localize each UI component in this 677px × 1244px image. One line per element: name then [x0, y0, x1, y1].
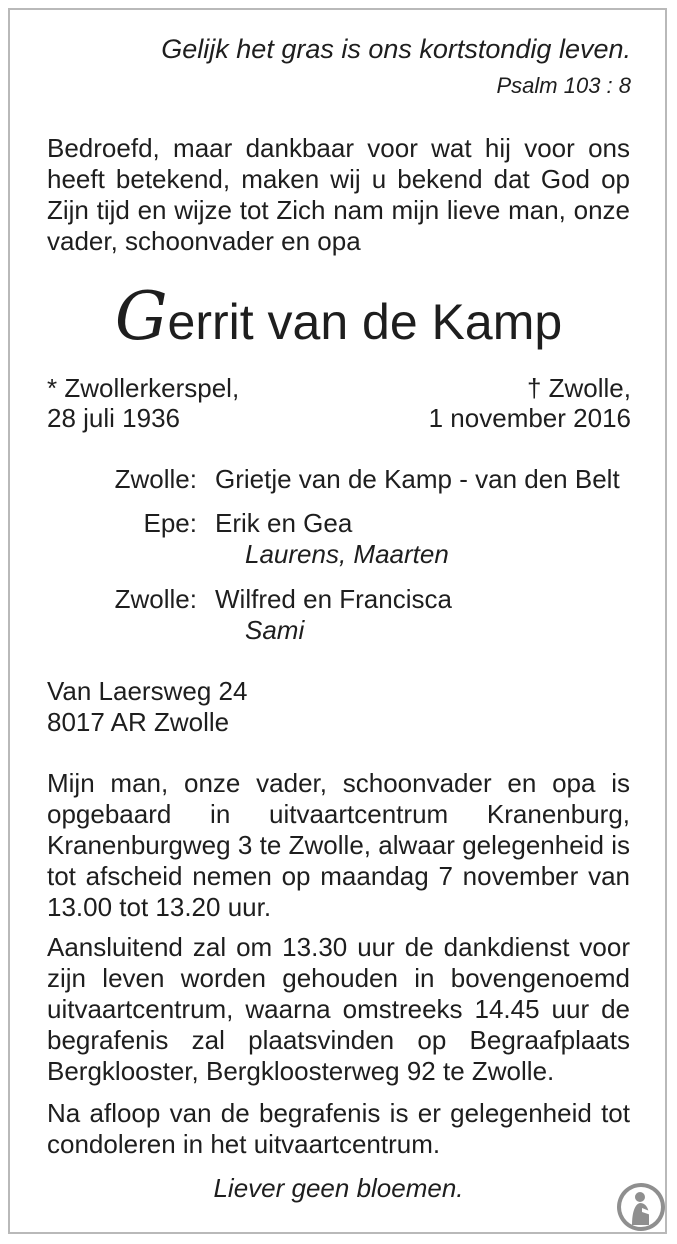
grandchildren-names: Sami — [245, 615, 305, 645]
motto-reference: Psalm 103 : 8 — [496, 73, 631, 98]
family-place: Zwolle: — [114, 584, 197, 614]
address-street: Van Laersweg 24 — [47, 676, 248, 706]
family-names: Wilfred en Francisca — [215, 584, 452, 614]
viewing-paragraph: Mijn man, onze vader, schoonvader en opa is opgebaard in uitvaartcentrum Kranenburg, Kranenburgweg 3 te Zwolle, alwaar gelegenheid is tot afscheid nemen op maandag 7 november van 13.00 tot 13.20 uur. — [47, 768, 630, 922]
intro-text: Bedroefd, maar dankbaar voor wat hij voor ons heeft betekend, maken wij u bekend dat God op Zijn tijd en wijze tot Zich nam mijn lieve man, onze vader, schoonvader en opa — [47, 133, 630, 256]
grandchildren-names: Laurens, Maarten — [245, 539, 449, 569]
death-date: 1 november 2016 — [428, 403, 631, 433]
deceased-name — [0, 278, 677, 355]
birth-date: 28 juli 1936 — [47, 403, 180, 433]
family-names: Erik en Gea — [215, 508, 353, 538]
condolence-paragraph: Na afloop van de begrafenis is er gelegenheid tot condoleren in het uitvaartcentrum. — [47, 1098, 630, 1159]
service-paragraph: Aansluitend zal om 13.30 uur de dankdienst voor zijn leven worden gehouden in bovengenoemd uitvaartcentrum, waarna omstreeks 14.45 uur de begrafenis zal plaatsvinden op Begraafplaats Bergklooster, Bergkloosterweg 92 te Zwolle. — [47, 932, 630, 1086]
family-names: Grietje van de Kamp - van den Belt — [215, 464, 620, 494]
closing-note: Liever geen bloemen. — [213, 1173, 464, 1203]
death-place: † Zwolle, — [526, 373, 631, 403]
birth-place: * Zwollerkerspel, — [47, 373, 240, 403]
name-initial: G — [114, 278, 168, 355]
family-place: Zwolle: — [114, 464, 197, 494]
name-rest: errit van de Kamp — [167, 294, 563, 350]
address-postal: 8017 AR Zwolle — [47, 707, 230, 737]
mourning-figure-icon — [616, 1182, 666, 1232]
motto: Gelijk het gras is ons kortstondig leven. — [161, 34, 631, 64]
family-place: Epe: — [143, 508, 197, 538]
